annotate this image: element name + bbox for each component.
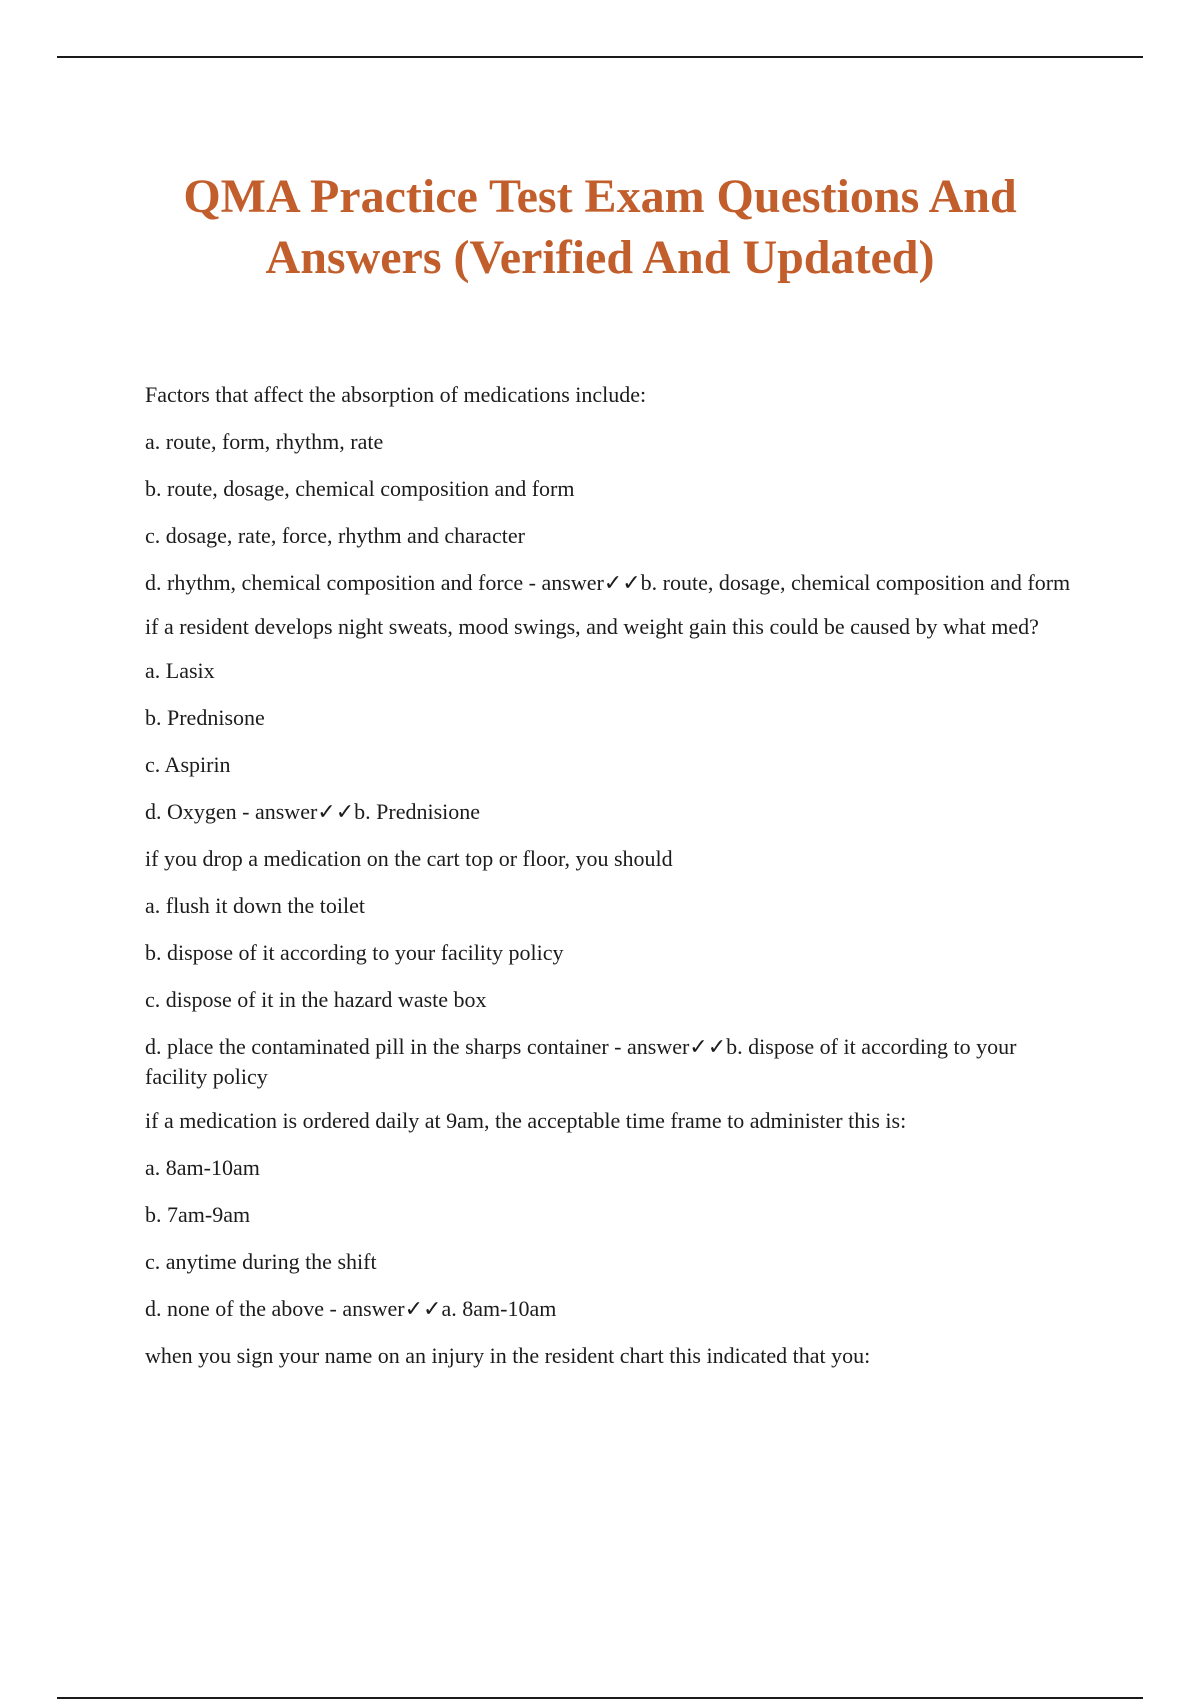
question-3-option-b: b. dispose of it according to your facility policy	[145, 940, 564, 965]
question-2-option-a: a. Lasix	[145, 658, 215, 683]
question-4-option-d-answer: d. none of the above - answer✓✓a. 8am-10am	[145, 1296, 557, 1321]
question-4-option-c: c. anytime during the shift	[145, 1249, 377, 1274]
question-3-option-a: a. flush it down the toilet	[145, 893, 365, 918]
top-rule	[57, 56, 1143, 58]
question-5: when you sign your name on an injury in the resident chart this indicated that you:	[145, 1343, 871, 1368]
question-1-option-b: b. route, dosage, chemical composition and form	[145, 476, 575, 501]
document-title	[100, 166, 1100, 288]
question-4-option-a: a. 8am-10am	[145, 1155, 260, 1180]
question-1-option-c: c. dosage, rate, force, rhythm and character	[145, 523, 525, 548]
title-line-2: Answers (Verified And Updated)	[265, 231, 935, 284]
question-3: if you drop a medication on the cart top or floor, you should	[145, 846, 673, 871]
title-line-1: QMA Practice Test Exam Questions And	[183, 170, 1017, 223]
question-1-option-d-answer: d. rhythm, chemical composition and force - answer✓✓b. route, dosage, chemical composition and form	[145, 570, 1071, 595]
question-4-option-b: b. 7am-9am	[145, 1202, 251, 1227]
question-2-option-c: c. Aspirin	[145, 752, 231, 777]
question-2: if a resident develops night sweats, mood swings, and weight gain this could be caused by what med?	[145, 614, 1039, 639]
question-4: if a medication is ordered daily at 9am, the acceptable time frame to administer this is:	[145, 1108, 907, 1133]
question-1-option-a: a. route, form, rhythm, rate	[145, 429, 384, 454]
question-2-option-d-answer: d. Oxygen - answer✓✓b. Prednisione	[145, 799, 481, 824]
document-body	[145, 380, 1075, 1388]
question-1: Factors that affect the absorption of medications include:	[145, 382, 647, 407]
question-2-option-b: b. Prednisone	[145, 705, 265, 730]
question-3-option-d-answer: d. place the contaminated pill in the sharps container - answer✓✓b. dispose of it according to your facility policy	[145, 1034, 1017, 1089]
bottom-rule	[57, 1697, 1143, 1699]
question-3-option-c: c. dispose of it in the hazard waste box	[145, 987, 487, 1012]
